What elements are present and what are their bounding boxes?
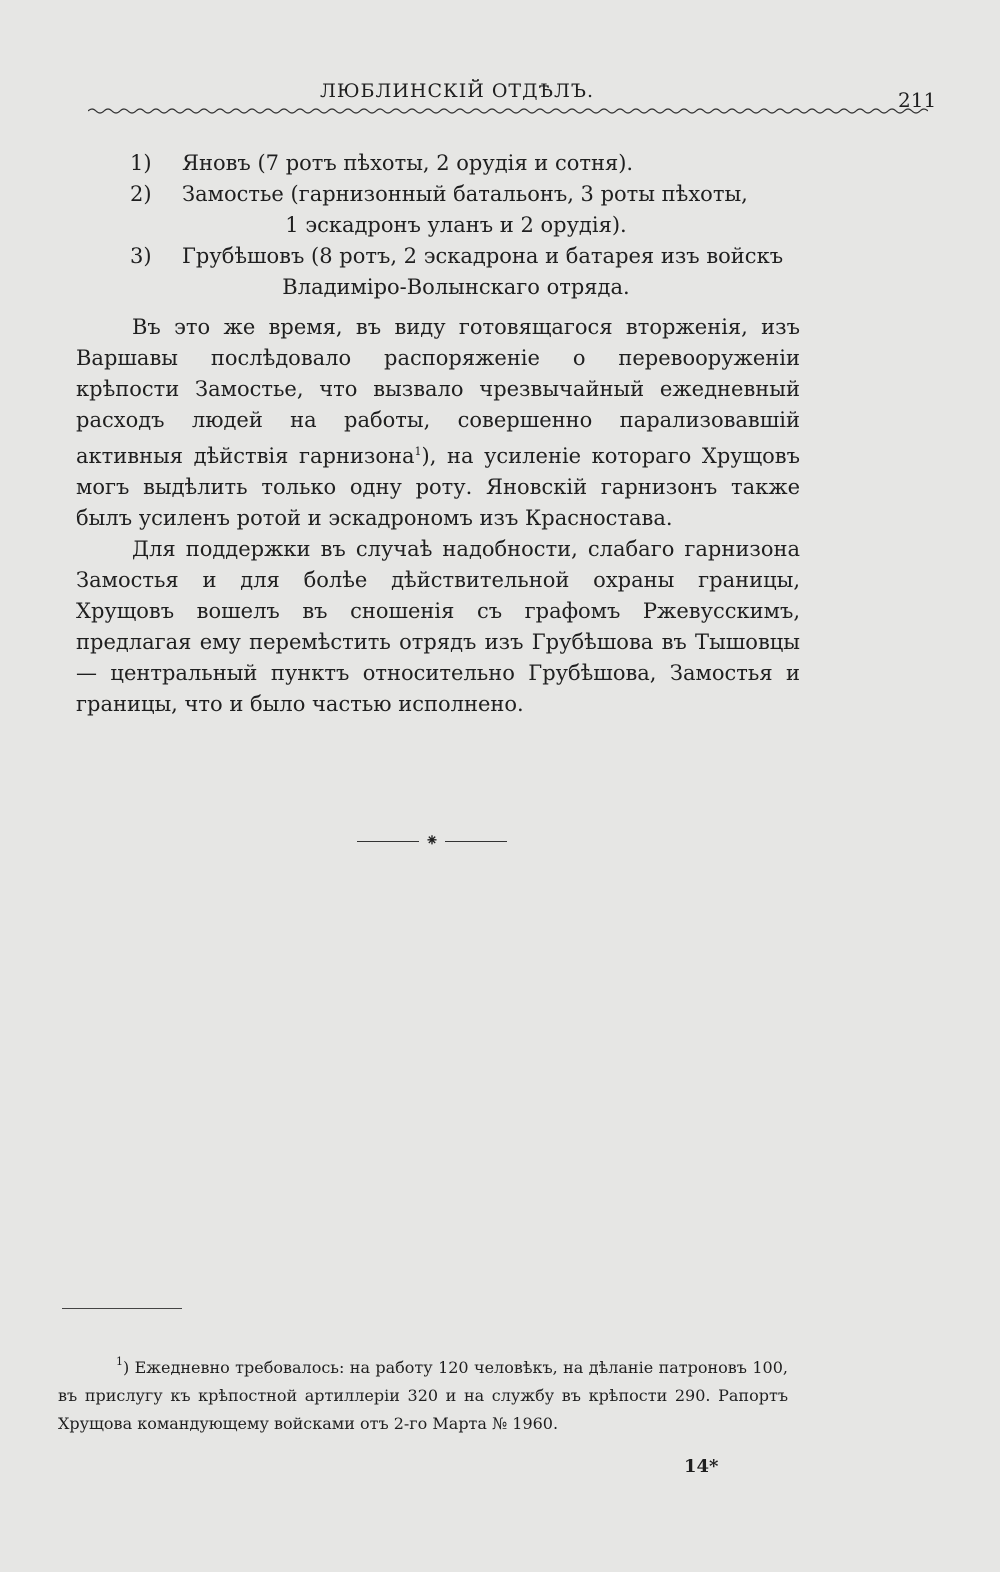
ornament-dash bbox=[445, 841, 507, 842]
paragraph-text: Въ это же время, въ виду готовящагося вторженія, изъ Варшавы послѣдовало распоряженіе о перевооруженіи крѣпости Замостье, что вызвало чрезвычайный ежедневный расходъ людей на работы, совершенно парализовавшій активныя дѣйствія гарнизона bbox=[76, 315, 800, 468]
list-text: Яновъ (7 ротъ пѣхоты, 2 орудія и сотня). bbox=[182, 151, 634, 175]
paragraph-rearmament bbox=[76, 312, 800, 534]
wavy-header-rule bbox=[88, 103, 928, 119]
list-text: Замостье (гарнизонный батальонъ, 3 роты пѣхоты, bbox=[182, 182, 748, 206]
list-number: 3) bbox=[130, 244, 152, 268]
paragraph-text: Для поддержки въ случаѣ надобности, слабаго гарнизона Замостья и для болѣе дѣйствительной охраны границы, Хрущовъ вошелъ въ сношенія съ графомъ Ржевусскимъ, предлагая ему перемѣстить отрядъ изъ Грубѣшова въ Тышовцы — центральный пунктъ относительно Грубѣшова, Замостья и границы, что и было частью исполнено. bbox=[76, 537, 800, 716]
list-text-continuation: 1 эскадронъ уланъ и 2 орудія). bbox=[285, 213, 627, 237]
list-text-continuation: Владиміро-Волынскаго отряда. bbox=[282, 275, 630, 299]
printer-signature-mark: 14* bbox=[684, 1456, 719, 1477]
list-item bbox=[130, 241, 820, 303]
list-item bbox=[130, 148, 820, 179]
running-title: ЛЮБЛИНСКІЙ ОТДѢЛЪ. bbox=[320, 80, 594, 102]
asterism-icon: ⁕ bbox=[424, 831, 440, 851]
garrison-list bbox=[130, 148, 820, 303]
list-number: 1) bbox=[130, 151, 152, 175]
footnote-mark: 1 bbox=[116, 1355, 123, 1368]
paragraph-text: ), на усиленіе котораго Хрущовъ могъ выдѣлить только одну роту. Яновскій гарнизонъ также былъ усиленъ ротой и эскадрономъ изъ Красностава. bbox=[76, 444, 800, 530]
paragraph-support bbox=[76, 534, 800, 720]
section-ornament bbox=[352, 830, 512, 852]
footnote-divider bbox=[62, 1308, 182, 1309]
list-number: 2) bbox=[130, 182, 152, 206]
page-number: 211 bbox=[898, 88, 937, 112]
footnote-text: ) Ежедневно требовалось: на работу 120 человѣкъ, на дѣланіе патроновъ 100, въ прислугу къ крѣпостной артиллеріи 320 и на службу въ крѣпости 290. Рапортъ Хрущова командующему войсками отъ 2-го Марта № 1960. bbox=[58, 1358, 788, 1433]
footnote bbox=[58, 1348, 788, 1438]
footnote-reference[interactable]: 1 bbox=[414, 445, 422, 458]
list-text: Грубѣшовъ (8 ротъ, 2 эскадрона и батарея изъ войскъ bbox=[182, 244, 784, 268]
list-item bbox=[130, 179, 820, 241]
ornament-dash bbox=[357, 841, 419, 842]
